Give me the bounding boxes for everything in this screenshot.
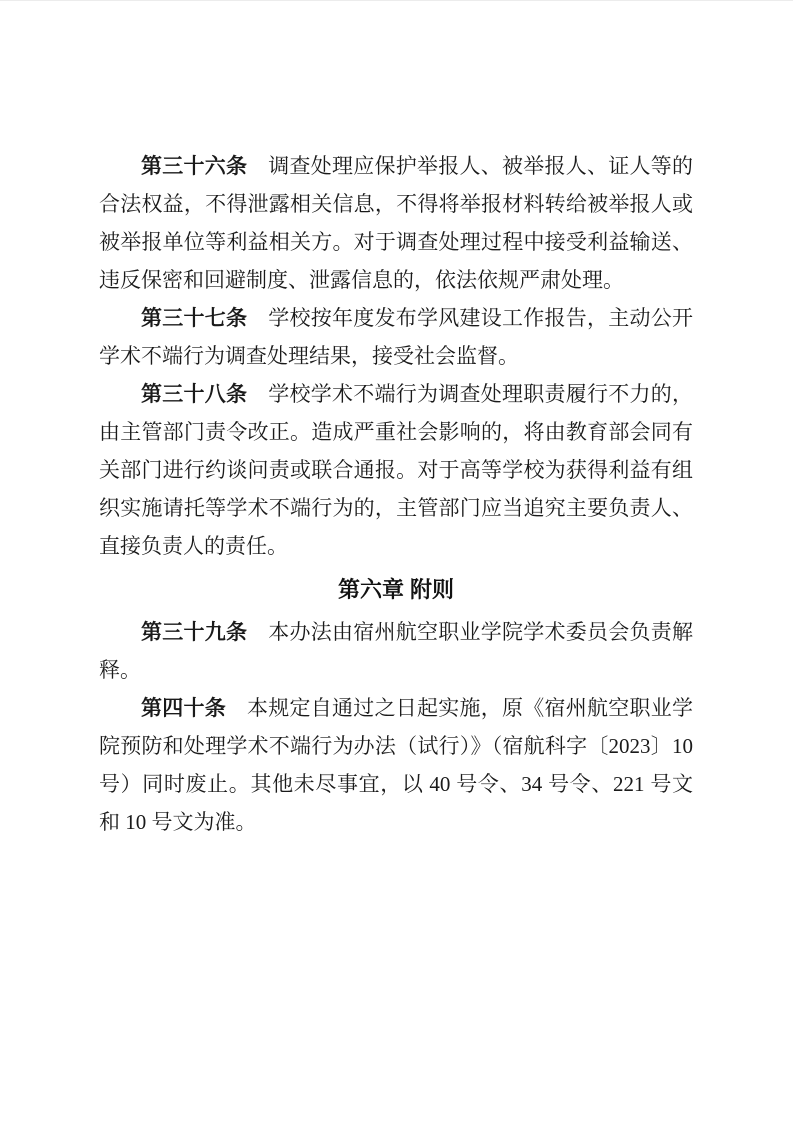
document-body bbox=[0, 1, 793, 841]
paragraph-article-36 bbox=[99, 147, 693, 299]
article-39-number: 第三十九条 bbox=[141, 620, 248, 644]
paragraph-article-39 bbox=[99, 613, 693, 689]
paragraph-article-37 bbox=[99, 299, 693, 375]
article-36-text: 调查处理应保护举报人、被举报人、证人等的合法权益，不得泄露相关信息，不得将举报材料转给被举报人或被举报单位等利益相关方。对于调查处理过程中接受利益输送、违反保密和回避制度、泄露信息的，依法依规严肃处理。 bbox=[99, 154, 693, 292]
article-37-text: 学校按年度发布学风建设工作报告，主动公开学术不端行为调查处理结果，接受社会监督。 bbox=[99, 306, 693, 368]
article-36-number: 第三十六条 bbox=[141, 154, 248, 178]
article-37-number: 第三十七条 bbox=[141, 306, 248, 330]
paragraph-article-40 bbox=[99, 689, 693, 841]
article-38-number: 第三十八条 bbox=[141, 382, 248, 406]
article-39-text: 本办法由宿州航空职业学院学术委员会负责解释。 bbox=[99, 620, 693, 682]
article-40-number: 第四十条 bbox=[141, 696, 226, 720]
paragraph-article-38 bbox=[99, 375, 693, 565]
article-40-text: 本规定自通过之日起实施，原《宿州航空职业学院预防和处理学术不端行为办法（试行）》（宿航科字〔2023〕10 号）同时废止。其他未尽事宜，以 40 号令、34 号令、221 号文和 10 号文为准。 bbox=[99, 696, 693, 834]
chapter-heading: 第六章 附则 bbox=[337, 577, 455, 602]
article-38-text: 学校学术不端行为调查处理职责履行不力的，由主管部门责令改正。造成严重社会影响的，将由教育部会同有关部门进行约谈问责或联合通报。对于高等学校为获得利益有组织实施请托等学术不端行为的，主管部门应当追究主要负责人、直接负责人的责任。 bbox=[99, 382, 693, 558]
